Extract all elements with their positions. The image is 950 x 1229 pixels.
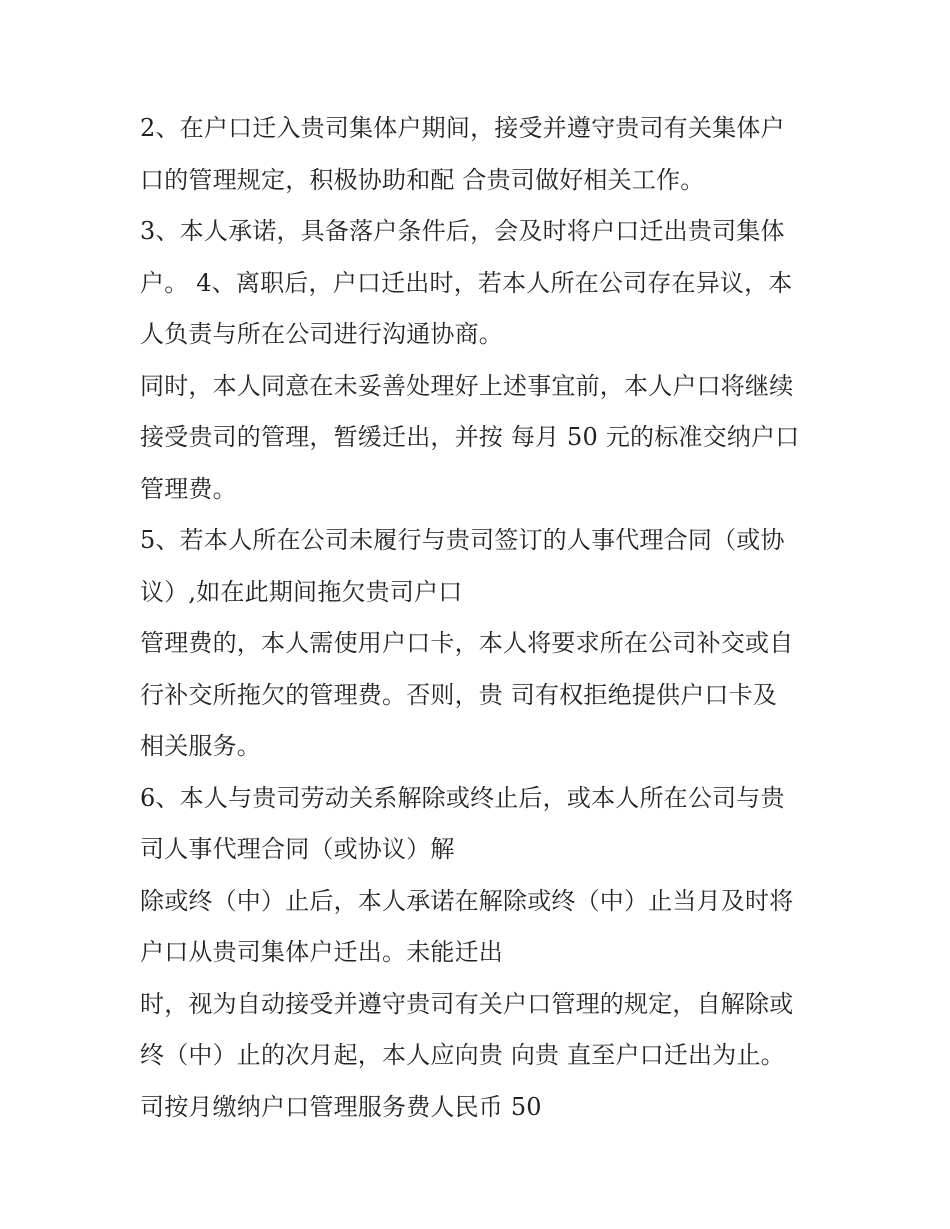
text-line: 时，视为自动接受并遵守贵司有关户口管理的规定，自解除或: [140, 989, 794, 1018]
text-line: 管理费的，本人需使用户口卡，本人将要求所在公司补交或自: [140, 629, 794, 657]
text-line: 同时，本人同意在未妥善处理好上述事宜前，本人户口将继续: [140, 371, 794, 400]
text-line: 5、若本人所在公司未履行与贵司签订的人事代理合同（或协: [140, 526, 785, 554]
text-line: 相关服务。: [140, 732, 261, 760]
text-line: 户。 4、离职后，户口迁出时，若本人所在公司存在异议，本: [140, 268, 793, 297]
document-body: [140, 103, 840, 1133]
text-line: 接受贵司的管理，暂缓迁出，并按 每月 50 元的标准交纳户口: [140, 423, 800, 451]
text-line: 6、本人与贵司劳动关系解除或终止后，或本人所在公司与贵: [140, 783, 785, 812]
text-line: 户口从贵司集体户迁出。未能迁出: [140, 938, 503, 966]
text-line: 2、在户口迁入贵司集体户期间，接受并遵守贵司有关集体户: [140, 114, 785, 142]
text-line: 除或终（中）止后，本人承诺在解除或终（中）止当月及时将: [140, 886, 794, 915]
text-line: 议）,如在此期间拖欠贵司户口: [140, 577, 463, 606]
text-line: 管理费。: [140, 474, 237, 503]
text-line: 行补交所拖欠的管理费。否则，贵 司有权拒绝提供户口卡及: [140, 680, 778, 709]
text-line: 司按月缴纳户口管理服务费人民币 50: [140, 1092, 542, 1121]
text-line: 终（中）止的次月起，本人应向贵 向贵 直至户口迁出为止。: [140, 1041, 785, 1069]
text-line: 司人事代理合同（或协议）解: [140, 835, 455, 863]
text-line: 人负责与所在公司进行沟通协商。: [140, 320, 503, 348]
text-line: 3、本人承诺，具备落户条件后，会及时将户口迁出贵司集体: [140, 217, 785, 245]
text-line: 口的管理规定，积极协助和配 合贵司做好相关工作。: [140, 165, 705, 194]
